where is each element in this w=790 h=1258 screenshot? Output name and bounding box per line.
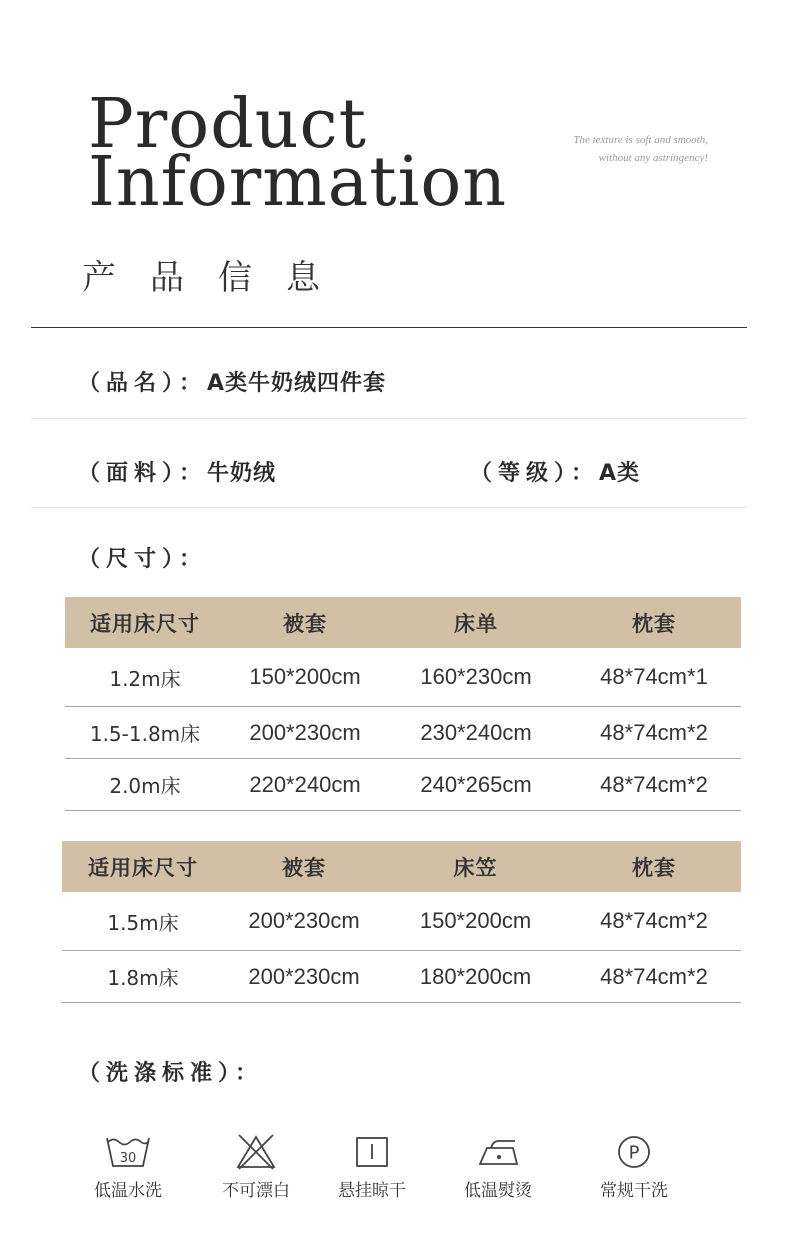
table-cell: 220*240cm: [225, 759, 385, 811]
grade-row: [470, 456, 640, 487]
care-item-wash: [68, 1134, 188, 1201]
care-caption: 低温水洗: [94, 1181, 162, 1201]
divider: [31, 418, 747, 419]
fabric-value: 牛奶绒: [207, 461, 277, 486]
care-item-dryclean: [574, 1134, 694, 1201]
care-label: （洗涤标准）：: [78, 1061, 264, 1086]
table-cell: 1.5-1.8m床: [65, 707, 225, 759]
dry-clean-symbol: P: [628, 1142, 640, 1164]
dry-clean-icon: [611, 1134, 657, 1170]
table-cell: 180*200cm: [384, 951, 567, 1003]
header-divider: [31, 327, 747, 328]
size-label-row: [78, 542, 207, 573]
care-caption: 低温熨烫: [464, 1181, 532, 1201]
product-name-row: [78, 366, 386, 397]
care-item-bleach: [196, 1134, 316, 1201]
grade-label: （等级）：: [470, 461, 600, 486]
table-cell: 160*230cm: [385, 648, 567, 707]
table-cell: 200*230cm: [225, 707, 385, 759]
divider: [31, 507, 747, 508]
table-row: [65, 759, 741, 811]
tagline: [520, 131, 708, 167]
hang-dry-icon: [349, 1134, 395, 1170]
header-sheet: 床单: [385, 597, 567, 648]
table-cell: 230*240cm: [385, 707, 567, 759]
grade-value: A类: [599, 461, 641, 486]
low-iron-icon: [475, 1134, 521, 1170]
fabric-row: [78, 456, 276, 487]
product-name-label: （品名）：: [78, 371, 208, 396]
table-cell: 1.2m床: [65, 648, 225, 707]
header-duvet: 被套: [224, 841, 384, 892]
care-item-iron: [438, 1134, 558, 1201]
tagline-line-1: The texture is soft and smooth,: [573, 134, 708, 146]
table-header-row: [62, 841, 741, 892]
header-fitted-sheet: 床笠: [384, 841, 567, 892]
size-table-sheet: [65, 597, 741, 811]
table-row: [62, 951, 741, 1003]
care-caption: 常规干洗: [600, 1181, 668, 1201]
wash-30-icon: [105, 1134, 151, 1170]
size-label: （尺寸）：: [78, 547, 208, 572]
table-cell: 1.5m床: [62, 892, 224, 951]
wash-temp: 30: [119, 1151, 137, 1166]
table-header-row: [65, 597, 741, 648]
table-row: [65, 707, 741, 759]
table-cell: 2.0m床: [65, 759, 225, 811]
header-bed-size: 适用床尺寸: [65, 597, 225, 648]
chinese-title: 产品信息: [82, 258, 354, 298]
table-cell: 48*74cm*2: [567, 759, 741, 811]
no-bleach-icon: [233, 1134, 279, 1170]
product-name-value: A类牛奶绒四件套: [207, 371, 387, 396]
care-label-row: [78, 1056, 263, 1087]
care-caption: 悬挂晾干: [338, 1181, 406, 1201]
table-row: [62, 892, 741, 951]
header-duvet: 被套: [225, 597, 385, 648]
table-cell: 150*200cm: [384, 892, 567, 951]
table-cell: 1.8m床: [62, 951, 224, 1003]
header-pillowcase: 枕套: [567, 597, 741, 648]
tagline-line-2: without any astringency!: [598, 152, 708, 164]
table-cell: 48*74cm*2: [567, 892, 741, 951]
table-cell: 48*74cm*2: [567, 707, 741, 759]
care-caption: 不可漂白: [222, 1181, 290, 1201]
header-pillowcase: 枕套: [567, 841, 741, 892]
table-cell: 48*74cm*2: [567, 951, 741, 1003]
table-cell: 200*230cm: [224, 892, 384, 951]
table-cell: 240*265cm: [385, 759, 567, 811]
title-line-1: Product: [88, 85, 367, 164]
table-cell: 150*200cm: [225, 648, 385, 707]
table-cell: 200*230cm: [224, 951, 384, 1003]
table-row: [65, 648, 741, 707]
table-cell: 48*74cm*1: [567, 648, 741, 707]
fabric-label: （面料）：: [78, 461, 208, 486]
header-bed-size: 适用床尺寸: [62, 841, 224, 892]
size-table-fitted: [62, 841, 741, 1003]
english-title: [88, 85, 528, 222]
title-line-2: Information: [88, 143, 508, 222]
care-item-hang: [312, 1134, 432, 1201]
